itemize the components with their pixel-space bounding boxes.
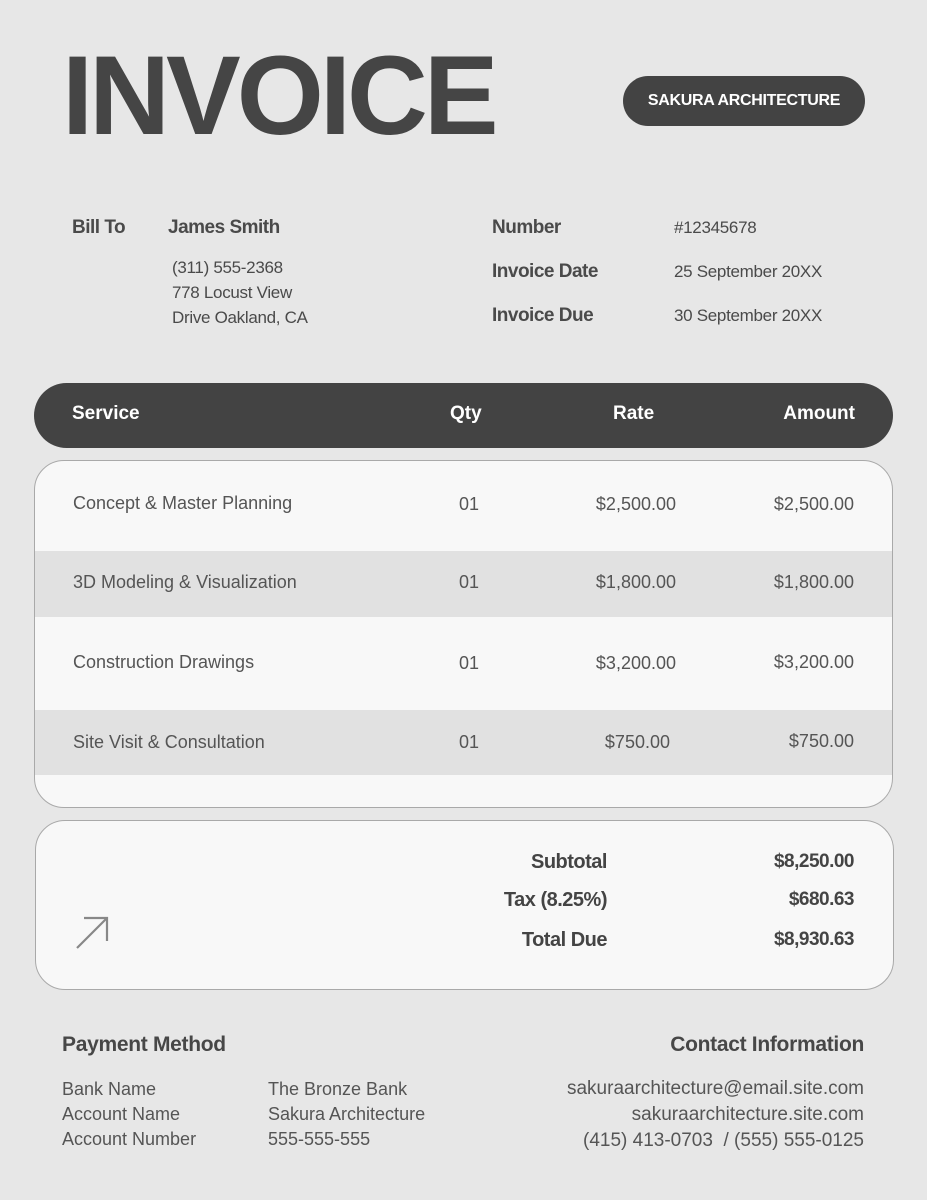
table-row [35, 617, 892, 710]
company-badge: SAKURA ARCHITECTURE [623, 76, 865, 126]
tax-row [36, 889, 893, 919]
contact-website: sakuraarchitecture.site.com [631, 1104, 864, 1125]
bill-to-city: Drive Oakland, CA [172, 308, 308, 327]
total-due-value: $8,930.63 [773, 929, 854, 950]
payment-row [62, 1077, 425, 1102]
table-row [35, 710, 892, 775]
payment-label: Bank Name [62, 1079, 157, 1099]
subtotal-row [36, 851, 893, 881]
meta-label: Number [492, 217, 561, 238]
payment-label: Account Number [62, 1129, 197, 1149]
bill-to-name: James Smith [168, 217, 280, 238]
cell-rate: $3,200.00 [595, 653, 676, 673]
bill-to-label: Bill To [72, 217, 126, 238]
total-due-row [36, 929, 893, 959]
payment-label: Account Name [62, 1104, 181, 1124]
payment-value: Sakura Architecture [268, 1104, 426, 1124]
subtotal-value: $8,250.00 [773, 851, 854, 872]
cell-amount: $750.00 [788, 731, 854, 751]
cell-amount: $3,200.00 [773, 652, 854, 672]
payment-value: The Bronze Bank [268, 1079, 408, 1099]
table-body [34, 460, 893, 808]
meta-label: Invoice Date [492, 261, 598, 282]
contact-information-title: Contact Information [670, 1033, 864, 1056]
cell-rate: $1,800.00 [595, 572, 676, 592]
tax-label: Tax (8.25%) [503, 889, 607, 911]
payment-row [62, 1127, 425, 1152]
cell-service: Construction Drawings [73, 652, 255, 672]
cell-rate: $750.00 [604, 732, 670, 752]
invoice-title: INVOICE [62, 33, 495, 158]
payment-row [62, 1102, 425, 1127]
payment-details [62, 1077, 425, 1152]
total-due-label: Total Due [521, 929, 607, 951]
totals-card [35, 820, 894, 990]
cell-qty: 01 [459, 732, 480, 752]
invoice-meta [492, 216, 872, 348]
cell-service: Site Visit & Consultation [73, 732, 265, 752]
cell-qty: 01 [459, 494, 480, 514]
header-amount: Amount [783, 403, 855, 424]
meta-value: #12345678 [674, 218, 757, 237]
header-qty: Qty [450, 403, 482, 424]
meta-row-number [492, 216, 872, 260]
bill-to-street: 778 Locust View [172, 283, 292, 302]
contact-phones: (415) 413-0703 / (555) 555-0125 [583, 1130, 864, 1151]
meta-value: 25 September 20XX [674, 262, 822, 281]
subtotal-label: Subtotal [531, 851, 607, 873]
cell-amount: $2,500.00 [773, 494, 854, 514]
header-rate: Rate [613, 403, 655, 424]
meta-value: 30 September 20XX [674, 306, 822, 325]
bill-to-phone: (311) 555-2368 [172, 258, 283, 277]
payment-value: 555-555-555 [268, 1129, 371, 1149]
contact-details [567, 1076, 864, 1154]
bill-to-address [172, 255, 308, 330]
cell-amount: $1,800.00 [773, 572, 854, 592]
contact-email: sakuraarchitecture@email.site.com [566, 1078, 864, 1099]
cell-qty: 01 [459, 572, 480, 592]
meta-row-due [492, 304, 872, 348]
cell-service: Concept & Master Planning [73, 493, 293, 513]
tax-value: $680.63 [788, 889, 854, 910]
table-row [35, 461, 892, 551]
header-service: Service [72, 403, 140, 424]
meta-label: Invoice Due [492, 305, 594, 326]
table-header [34, 383, 893, 448]
cell-service: 3D Modeling & Visualization [73, 572, 297, 592]
table-row [35, 551, 892, 617]
payment-method-title: Payment Method [62, 1033, 226, 1056]
meta-row-date [492, 260, 872, 304]
cell-rate: $2,500.00 [595, 494, 676, 514]
cell-qty: 01 [459, 653, 480, 673]
